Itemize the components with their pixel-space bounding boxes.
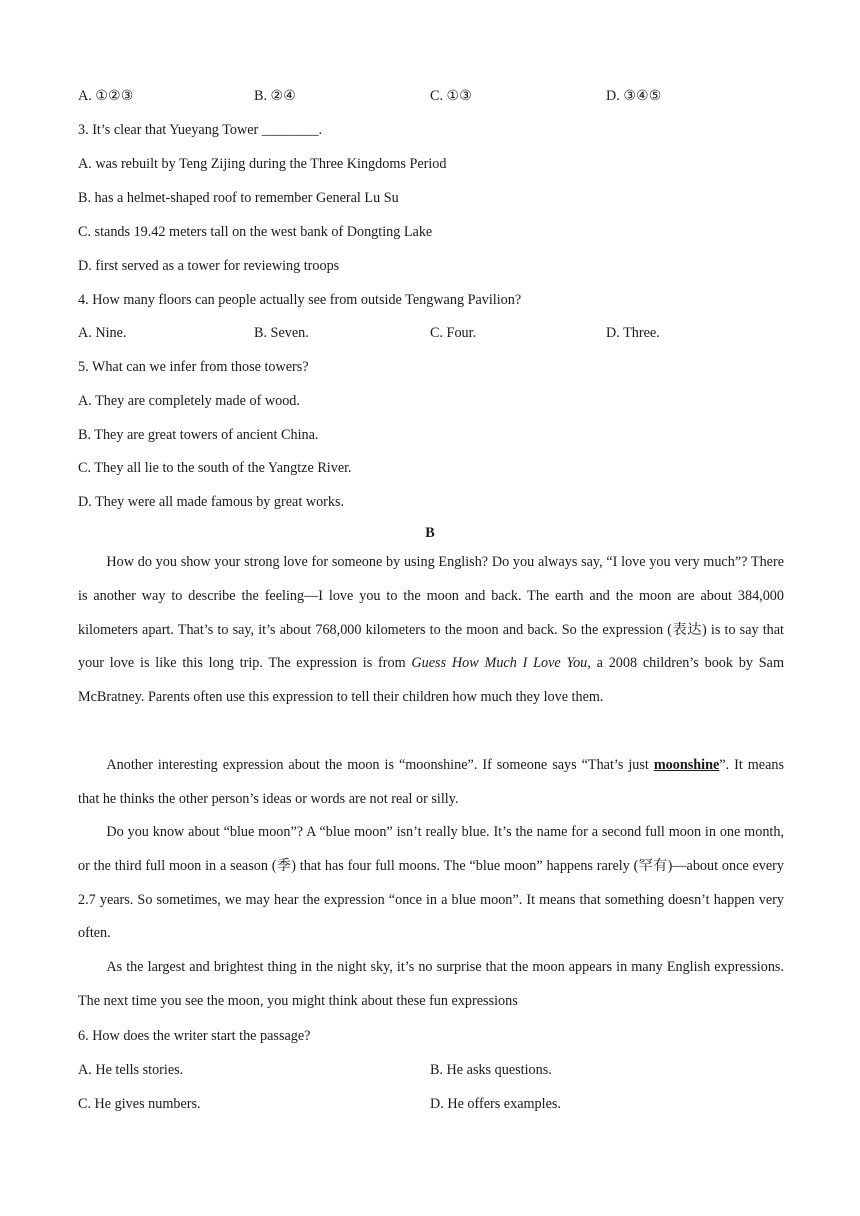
p1-text-a: How do you show your strong love for someone by using English? Do you always say, “I love you very much”? There is another way to describe the feeling—I love you to the moon and back. The earth and the moon are about 384,000 kilometers apart. That’s to say, it’s about 768,000 kilometers to the moon and back. So the expression (表达) is to say that your love is like this long trip. The expression is from [78, 554, 784, 672]
q6-option-c: C. He gives numbers. [78, 1096, 201, 1112]
q2-option-c: C. ①③ [430, 88, 472, 104]
q3-option-a: A. was rebuilt by Teng Zijing during the Three Kingdoms Period [78, 156, 447, 172]
q4-option-b: B. Seven. [254, 325, 309, 341]
q4-option-a: A. Nine. [78, 325, 127, 341]
q6-option-b: B. He asks questions. [430, 1062, 552, 1078]
q4-stem: 4. How many floors can people actually see from outside Tengwang Pavilion? [78, 292, 522, 308]
passage-paragraph-2 [78, 749, 784, 817]
q5-option-c: C. They all lie to the south of the Yangtze River. [78, 460, 352, 476]
q5-option-b: B. They are great towers of ancient China. [78, 427, 319, 443]
q4-option-d: D. Three. [606, 325, 660, 341]
passage-paragraph-4: As the largest and brightest thing in the night sky, it’s no surprise that the moon appears in many English expressions. The next time you see the moon, you might think about these fun expressions [78, 959, 784, 1009]
q3-stem: 3. It’s clear that Yueyang Tower ________. [78, 122, 323, 138]
p1-text-b: , a 2008 children’s book by Sam McBratney. Parents often use this expression to tell their children how much they love them. [78, 655, 784, 706]
q3-option-b: B. has a helmet-shaped roof to remember General Lu Su [78, 190, 399, 206]
q6-option-d: D. He offers examples. [430, 1096, 561, 1112]
section-b-heading: B [425, 525, 435, 541]
passage-paragraph-3: Do you know about “blue moon”? A “blue moon” isn’t really blue. It’s the name for a second full moon in one month, or the third full moon in a season (季) that has four full moons. The “blue moon” happens rarely (罕有)—about once every 2.7 years. So sometimes, we may hear the expression “once in a blue moon”. It means that something doesn’t happen very often. [78, 824, 784, 942]
q3-option-d: D. first served as a tower for reviewing troops [78, 258, 340, 274]
q4-option-c: C. Four. [430, 325, 477, 341]
q2-option-a: A. ①②③ [78, 88, 134, 104]
q2-option-b: B. ②④ [254, 88, 296, 104]
p2-text-a: Another interesting expression about the moon is “moonshine”. If someone says “That’s just [106, 757, 654, 773]
q3-option-c: C. stands 19.42 meters tall on the west bank of Dongting Lake [78, 224, 433, 240]
underlined-word-moonshine: moonshine [653, 757, 720, 773]
q5-option-a: A. They are completely made of wood. [78, 393, 300, 409]
p2-text-b: ”. It means that he thinks the other person’s ideas or words are not real or silly. [78, 757, 784, 807]
q5-stem: 5. What can we infer from those towers? [78, 359, 309, 375]
book-title: Guess How Much I Love You [411, 655, 588, 672]
q2-option-d: D. ③④⑤ [606, 88, 662, 104]
q6-option-a: A. He tells stories. [78, 1062, 184, 1078]
passage-paragraph-1 [78, 546, 784, 715]
q5-option-d: D. They were all made famous by great works. [78, 494, 345, 510]
q6-stem: 6. How does the writer start the passage? [78, 1028, 311, 1044]
